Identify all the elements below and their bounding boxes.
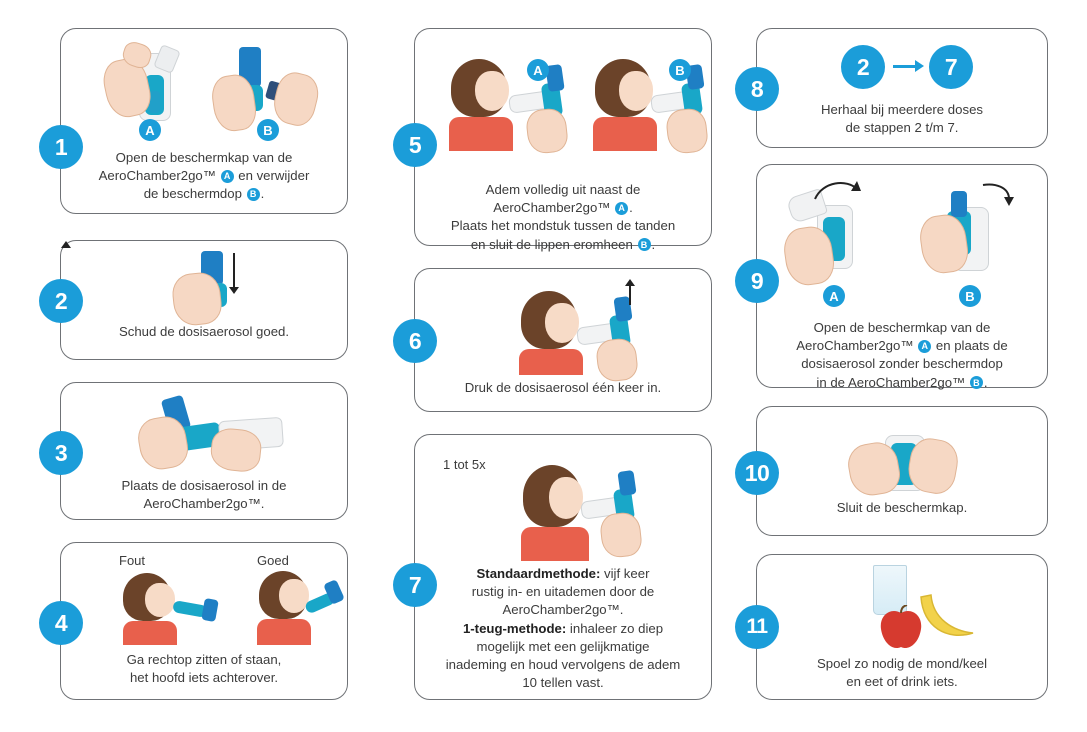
illustration-step-9 xyxy=(757,171,1049,299)
caption-step-2: Schud de dosisaerosol goed. xyxy=(118,324,290,339)
illustration-step-8 xyxy=(757,29,1049,95)
caption-step-11: Spoel zo nodig de mond/keel en eet of drink iets. xyxy=(816,656,988,690)
illustration-step-6 xyxy=(415,277,713,373)
illustration-step-10 xyxy=(757,413,1049,493)
caption-step-7: Standaardmethode: vijf keer rustig in- en uitademen door de AeroChamber2go™. 1-teug-methode: inhaleer zo diep mogelijk met een gelijkmatige inademing en houd vervolgens de adem 10 tellen vast. xyxy=(445,566,681,691)
step-badge-3: 3 xyxy=(39,431,83,475)
illustration-step-5 xyxy=(415,35,713,175)
caption-step-10: Sluit de beschermkap. xyxy=(836,500,968,515)
step-badge-4: 4 xyxy=(39,601,83,645)
caption-step-3: Plaats de dosisaerosol in de AeroChamber2go™. xyxy=(121,478,287,512)
repeat-from-badge: 2 xyxy=(841,45,885,89)
illustration-step-3 xyxy=(61,383,349,473)
step-badge-5: 5 xyxy=(393,123,437,167)
caption-step-6: Druk de dosisaerosol één keer in. xyxy=(464,380,662,395)
illustration-step-11 xyxy=(757,561,1049,651)
illustration-step-7 xyxy=(415,449,713,561)
marker-a-inline: A xyxy=(221,170,234,183)
marker-b-inline: B xyxy=(247,188,260,201)
caption-step-8: Herhaal bij meerdere doses de stappen 2 t/m 7. xyxy=(821,102,983,136)
step-badge-1: 1 xyxy=(39,125,83,169)
step-badge-8: 8 xyxy=(735,67,779,111)
step-card-6 xyxy=(408,268,712,412)
step-card-2 xyxy=(54,240,348,360)
step-card-9 xyxy=(750,164,1048,390)
illustration-step-1 xyxy=(61,29,349,147)
marker-a-inline: A xyxy=(615,202,628,215)
marker-b-step-5: B xyxy=(669,59,691,81)
step-badge-10 small-num: 10 xyxy=(735,451,779,495)
step-card-5 xyxy=(408,28,712,252)
marker-b-step-9: B xyxy=(959,285,981,307)
illustration-step-2 xyxy=(61,241,349,317)
label-step-4-right: Goed xyxy=(257,553,289,568)
step-card-11 xyxy=(746,554,1048,700)
step-card-3 xyxy=(54,382,348,520)
step-badge-2: 2 xyxy=(39,279,83,323)
step-card-7 xyxy=(408,434,712,700)
step-badge-11: 11 xyxy=(735,605,779,649)
rotate-arrow-icon xyxy=(813,177,861,203)
marker-a-step-1: A xyxy=(139,119,161,141)
step-card-1 xyxy=(54,28,348,214)
caption-step-9: Open de beschermkap van de AeroChamber2go™ A en plaats de dosisaerosol zonder beschermdop in de AeroChamber2go™ B . xyxy=(796,320,1008,390)
marker-a-step-5: A xyxy=(527,59,549,81)
apple-icon xyxy=(877,605,925,651)
label-step-7-repeat: 1 tot 5x xyxy=(443,457,486,472)
step-badge-9: 9 xyxy=(735,259,779,303)
repeat-to-badge: 7 xyxy=(929,45,973,89)
caption-step-4: Ga rechtop zitten of staan, het hoofd iets achterover. xyxy=(126,652,282,686)
marker-b-inline: B xyxy=(970,376,983,389)
step-badge-7: 7 xyxy=(393,563,437,607)
insert-arrow-icon xyxy=(979,181,1015,207)
marker-b-step-1: B xyxy=(257,119,279,141)
marker-b-inline: B xyxy=(638,238,651,251)
marker-a-inline: A xyxy=(918,340,931,353)
caption-step-5: Adem volledig uit naast de AeroChamber2go™ A . Plaats het mondstuk tussen de tanden en sluit de lippen eromheen B . xyxy=(450,182,676,252)
caption-step-1: Open de beschermkap van de AeroChamber2go™ A en verwijder de beschermdop B . xyxy=(98,150,310,202)
step-card-4 xyxy=(54,542,348,700)
illustration-step-4 xyxy=(61,569,349,643)
step-card-10 xyxy=(744,406,1048,536)
marker-a-step-9: A xyxy=(823,285,845,307)
step-card-8 xyxy=(750,28,1048,148)
step-badge-6: 6 xyxy=(393,319,437,363)
label-step-4-wrong: Fout xyxy=(119,553,146,568)
